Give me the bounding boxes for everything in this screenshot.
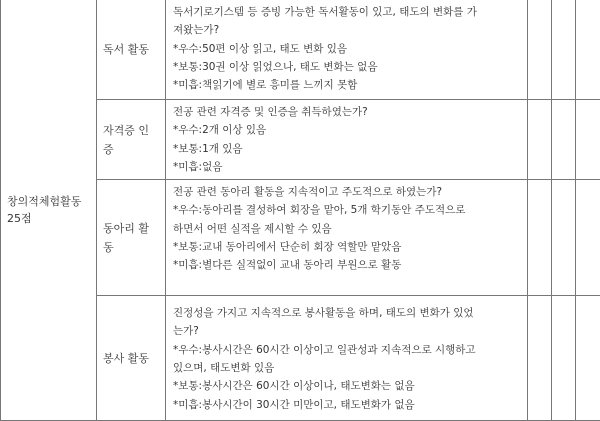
criteria-line: 전공 관련 자격증 및 인증을 취득하였는가?: [173, 103, 523, 121]
criteria-line: 전공 관련 동아리 활동을 지속적이고 주도적으로 하였는가?: [173, 183, 523, 201]
criteria-cell-certificate: [166, 100, 528, 180]
sub-label-certificate: 자격증 인증: [97, 100, 166, 180]
score-cell[interactable]: [528, 0, 552, 100]
criteria-cell-reading: [166, 0, 528, 100]
criteria-line: *우수:50편 이상 읽고, 태도 변화 있음: [173, 40, 523, 58]
criteria-line: 독서기로기스템 등 증빙 가능한 독서활동이 있고, 태도의 변화를 가: [173, 3, 523, 21]
criteria-line: *우수:2개 이상 있음: [173, 121, 523, 139]
criteria-line: *보통:봉사시간은 60시간 이상이나, 태도변화는 없음: [173, 377, 523, 395]
sub-label-reading: 독서 활동: [97, 0, 166, 100]
criteria-line: *우수:봉사시간은 60시간 이상이고 일관성과 지속적으로 시행하고: [173, 341, 523, 359]
criteria-line: *보통:교내 동아리에서 단순히 회장 역할만 맡았음: [173, 238, 523, 256]
criteria-line: 진정성을 가지고 지속적으로 봉사활동을 하며, 태도의 변화가 있었: [173, 304, 523, 322]
score-cell[interactable]: [552, 180, 576, 296]
score-cell[interactable]: [576, 0, 600, 100]
score-cell[interactable]: [576, 100, 600, 180]
criteria-line: *보통:1개 있음: [173, 140, 523, 158]
criteria-cell-club: [166, 180, 528, 296]
sub-label-volunteer: 봉사 활동: [97, 296, 166, 421]
criteria-line: 져왔는가?: [173, 21, 523, 39]
sub-label-club: 동아리 활동: [97, 180, 166, 296]
criteria-line: *보통:30권 이상 읽었으나, 태도 변화는 없음: [173, 58, 523, 76]
criteria-line: 있으며, 태도변화 있음: [173, 359, 523, 377]
criteria-line: 는가?: [173, 322, 523, 340]
category-title: 창의적체험활동: [7, 193, 96, 210]
score-cell[interactable]: [576, 180, 600, 296]
criteria-line: *우수:동아리를 결성하여 회장을 맡아, 5개 학기동안 주도적으로: [173, 201, 523, 219]
score-cell[interactable]: [552, 0, 576, 100]
criteria-cell-volunteer: [166, 296, 528, 421]
score-cell[interactable]: [552, 296, 576, 421]
category-cell: [1, 0, 97, 421]
score-cell[interactable]: [528, 296, 552, 421]
criteria-line: *미흡:별다른 실적없이 교내 동아리 부원으로 활동: [173, 256, 523, 274]
score-cell[interactable]: [528, 100, 552, 180]
criteria-line: *미흡:책읽기에 별로 흥미를 느끼지 못함: [173, 76, 523, 94]
criteria-line: *미흡:없음: [173, 158, 523, 176]
score-cell[interactable]: [552, 100, 576, 180]
category-points: 25점: [7, 210, 96, 227]
criteria-line: *미흡:봉사시간이 30시간 미만이고, 태도변화가 없음: [173, 396, 523, 414]
score-cell[interactable]: [576, 296, 600, 421]
criteria-line: 하면서 어떤 실적을 제시할 수 있음: [173, 220, 523, 238]
score-cell[interactable]: [528, 180, 552, 296]
table-row: [1, 0, 600, 100]
